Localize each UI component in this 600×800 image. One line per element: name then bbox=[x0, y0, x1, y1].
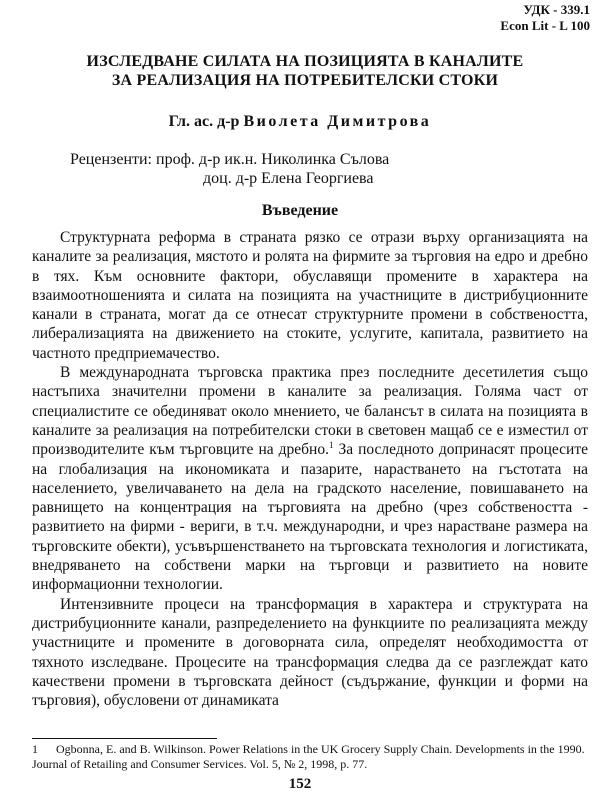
paragraph-2 bbox=[32, 363, 588, 595]
footnote-reference[interactable]: 1 bbox=[328, 440, 334, 451]
footnote bbox=[32, 742, 588, 772]
paragraph-3: Интензивните процеси на трансформация в характера и структурата на дистрибуционните канали, разпределението на функциите по реализацията между участниците и промените в договорната сила, определят необходимостта от тяхното изследване. Процесите на трансформация следва да се разглеждат като качествени промени в търговската дейност (съдържание, функции и форми на търговия), обусловени от динамиката bbox=[32, 595, 588, 710]
paragraph-1: Структурната реформа в страната рязко се отрази върху организацията на каналите за реализация, мястото и ролята на фирмите за търговия на едро и дребно в тях. Към основните фактори, обуславящи промените в характера на взаимоотношенията и силата на позицията на участниците в дистрибуционните канали в страната, могат да се отнесат структурните промени в собствеността, либерализацията на движението на стоките, услугите, капитала, развитието на частното предприемачество. bbox=[32, 229, 588, 362]
udk-code: УДК - 339.1 bbox=[523, 2, 590, 17]
title-line-2: ЗА РЕАЛИЗАЦИЯ НА ПОТРЕБИТЕЛСКИ СТОКИ bbox=[111, 72, 499, 89]
paragraph-2-part-a: В международната търговска практика през последните десетилетия също настъпиха значителни промени в каналите за реализация. Голяма част от специалистите се обединяват около мнението, че балансът в силата на позицията в каналите за реализация на потребителски стоки в световен мащаб се е изместил от производителите към търговците на дребно. bbox=[32, 364, 588, 459]
classification-codes bbox=[500, 2, 590, 34]
article-title bbox=[50, 52, 560, 90]
reviewer-first: проф. д-р ик.н. Николинка Сълова bbox=[156, 151, 390, 168]
article-body bbox=[32, 228, 588, 710]
footnote-number: 1 bbox=[32, 742, 38, 756]
author-line bbox=[0, 113, 600, 131]
reviewer-second: доц. д-р Елена Георгиева bbox=[203, 170, 374, 187]
author-name: Виолета Димитрова bbox=[243, 113, 432, 130]
page-number: 152 bbox=[288, 776, 312, 792]
footnote-text: Ogbonna, E. and B. Wilkinson. Power Relations in the UK Grocery Supply Chain. Developments in the 1990. Journal of Retailing and Consumer Services. Vol. 5, № 2, 1998, p. 77. bbox=[32, 742, 585, 771]
paragraph-2-part-b: За последното допринасят процесите на глобализация на икономиката и пазарите, нарастването на гъстотата на населението, увеличаването на дела на градското население, повишаването на равнището на концентрация на търговията на дребно (чрез собствеността - развитието на фирми - вериги, в т.ч. международни, и чрез нарастване размера на търговските обекти), усъвършенстването на търговската технология и логистиката, внедряването на собствени марки на търговци и развитието на новите информационни технологии. bbox=[32, 441, 589, 594]
reviewers-block bbox=[70, 150, 530, 188]
section-heading: Въведение bbox=[261, 202, 339, 219]
footnote-divider bbox=[32, 738, 217, 739]
author-rank: Гл. ас. д-р bbox=[168, 113, 240, 130]
reviewers-label: Рецензенти: bbox=[70, 151, 152, 168]
econlit-code: Econ Lit - L 100 bbox=[500, 18, 590, 33]
title-line-1: ИЗСЛЕДВАНЕ СИЛАТА НА ПОЗИЦИЯТА В КАНАЛИТЕ bbox=[86, 53, 524, 70]
